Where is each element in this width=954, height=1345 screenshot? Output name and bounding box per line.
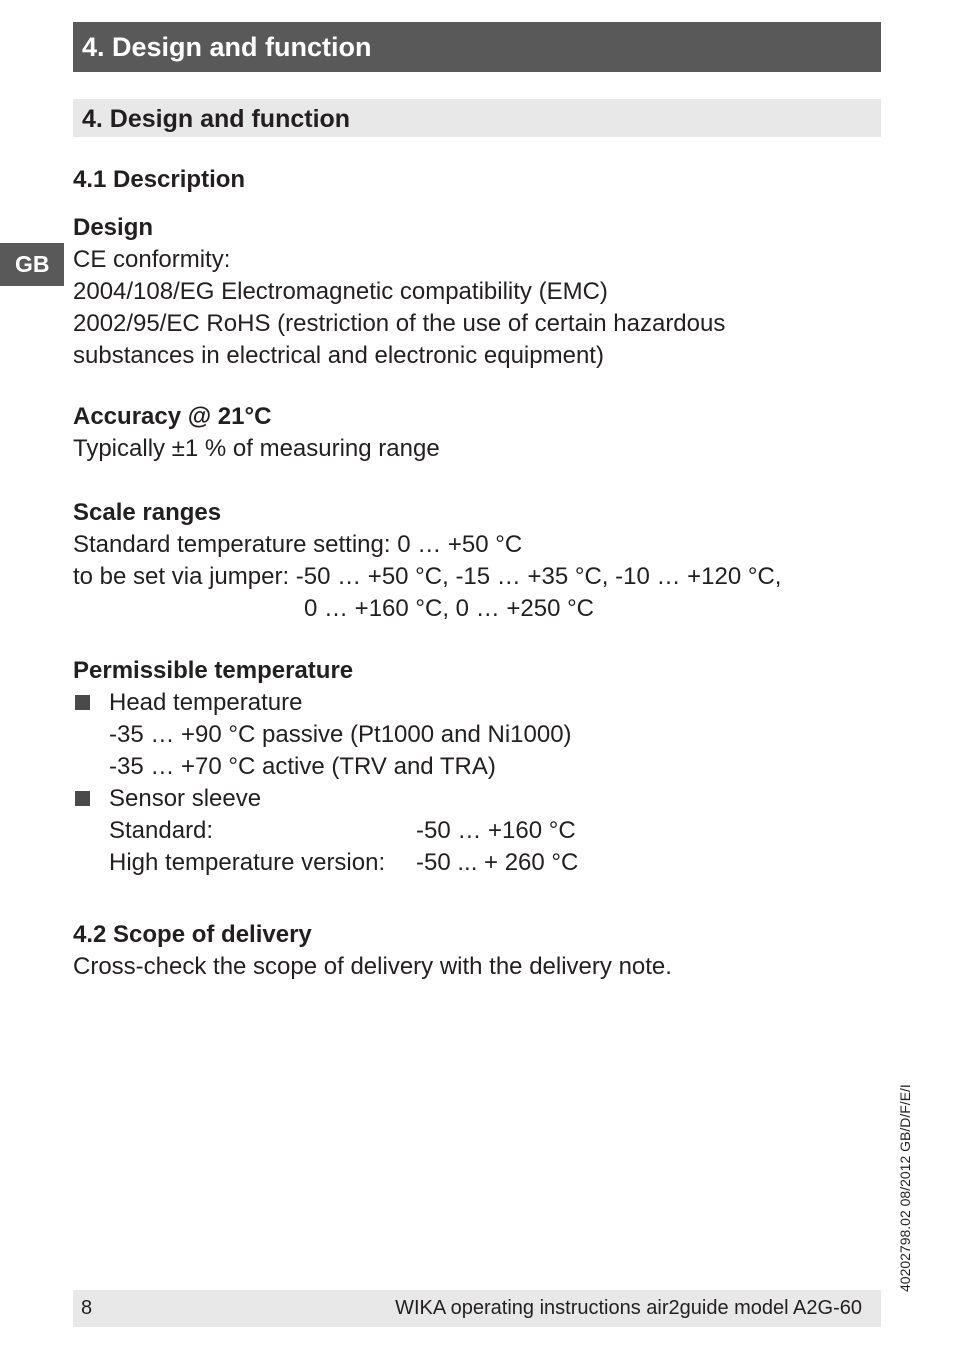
footer-title: WIKA operating instructions air2guide model A2G-60 [395, 1297, 862, 1319]
sleeve-row-standard [73, 815, 881, 847]
list-item-sensor-sleeve [73, 783, 881, 815]
square-bullet-icon [75, 695, 90, 710]
list-item-head-temperature [73, 687, 881, 719]
design-line: 2004/108/EG Electromagnetic compatibility (EMC) [73, 278, 608, 305]
scale-ranges-heading: Scale ranges [73, 499, 222, 526]
head-temp-active: -35 … +70 °C active (TRV and TRA) [109, 753, 496, 780]
scope-heading: 4.2 Scope of delivery [73, 921, 312, 948]
scale-standard-line: Standard temperature setting: 0 … +50 °C [73, 531, 523, 558]
section-title: 4. Design and function [73, 99, 881, 137]
list-item-label: Sensor sleeve [109, 785, 262, 812]
sleeve-row-value: -50 ... + 260 °C [416, 849, 579, 876]
sleeve-row-name: Standard: [109, 817, 214, 844]
list-item-label: Head temperature [109, 689, 303, 716]
main-content [73, 164, 881, 983]
permissible-temperature-heading: Permissible temperature [73, 657, 354, 684]
sleeve-row-name: High temperature version: [109, 849, 386, 876]
accuracy-heading: Accuracy @ 21°C [73, 403, 272, 430]
design-line: substances in electrical and electronic equipment) [73, 342, 604, 369]
description-heading: 4.1 Description [73, 166, 246, 193]
design-line: 2002/95/EC RoHS (restriction of the use of certain hazardous [73, 310, 726, 337]
scale-jumper-line-continued: 0 … +160 °C, 0 … +250 °C [304, 595, 595, 622]
language-tab: GB [0, 243, 64, 286]
chapter-header: 4. Design and function [73, 22, 881, 72]
design-line: CE conformity: [73, 246, 231, 273]
accuracy-text: Typically ±1 % of measuring range [73, 435, 440, 462]
sleeve-row-high-temperature [73, 847, 881, 879]
page-number: 8 [81, 1297, 93, 1319]
page-footer [73, 1290, 881, 1327]
design-heading: Design [73, 214, 154, 241]
sleeve-row-value: -50 … +160 °C [416, 817, 576, 844]
square-bullet-icon [75, 791, 90, 806]
head-temp-passive: -35 … +90 °C passive (Pt1000 and Ni1000) [109, 721, 572, 748]
scope-text: Cross-check the scope of delivery with the delivery note. [73, 953, 672, 980]
document-number: 40202798.02 08/2012 GB/D/F/E/I [897, 1084, 913, 1292]
scale-jumper-line: to be set via jumper: -50 … +50 °C, -15 … +35 °C, -10 … +120 °C, [73, 563, 782, 590]
